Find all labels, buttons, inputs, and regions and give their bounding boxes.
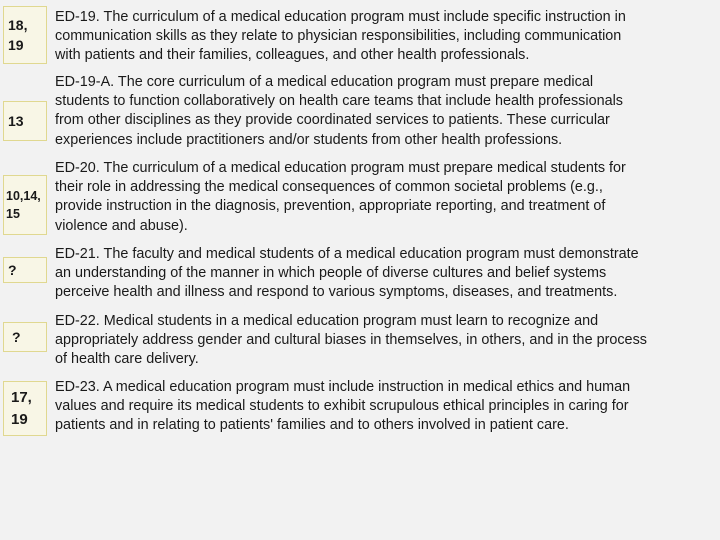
- reference-tag: 17, 19: [3, 381, 47, 436]
- reference-tag: ?: [3, 322, 47, 352]
- reference-tag: ?: [3, 257, 47, 283]
- standard-ed-21: ED-21. The faculty and medical students of a medical education program must demonstrate an understanding of the manner in which people of diverse cultures and belief systems perceive health and illness and respond to various symptoms, diseases, and treatments.: [55, 246, 639, 301]
- standard-ed-23: ED-23. A medical education program must include instruction in medical ethics and human values and require its medical students to exhibit scrupulous ethical principles in caring for patients and in relating to patients' families and to others involved in patient care.: [55, 379, 631, 434]
- standard-ed-22: ED-22. Medical students in a medical education program must learn to recognize and appropriately address gender and cultural biases in themselves, in others, and in the process of health care delivery.: [55, 313, 647, 368]
- reference-tag: 13: [3, 101, 47, 141]
- standard-ed-19-a: ED-19-A. The core curriculum of a medical education program must prepare medical students to function collaboratively on health care teams that include health professionals from other disciplines as they provide coordinated services to patients. These curricular experiences include practitioners and/or students from other health professions.: [55, 74, 623, 148]
- reference-tag: 10,14, 15: [3, 175, 47, 235]
- reference-tag: 18, 19: [3, 6, 47, 64]
- standard-ed-19: ED-19. The curriculum of a medical education program must include specific instruction in communication skills as they relate to physician responsibilities, including communication with patients and their families, colleagues, and other health professionals.: [55, 9, 626, 64]
- standard-ed-20: ED-20. The curriculum of a medical education program must prepare medical students for their role in addressing the medical consequences of common societal problems (e.g., provide instruction in the diagnosis, prevention, appropriate reporting, and treatment of violence and abuse).: [55, 160, 626, 234]
